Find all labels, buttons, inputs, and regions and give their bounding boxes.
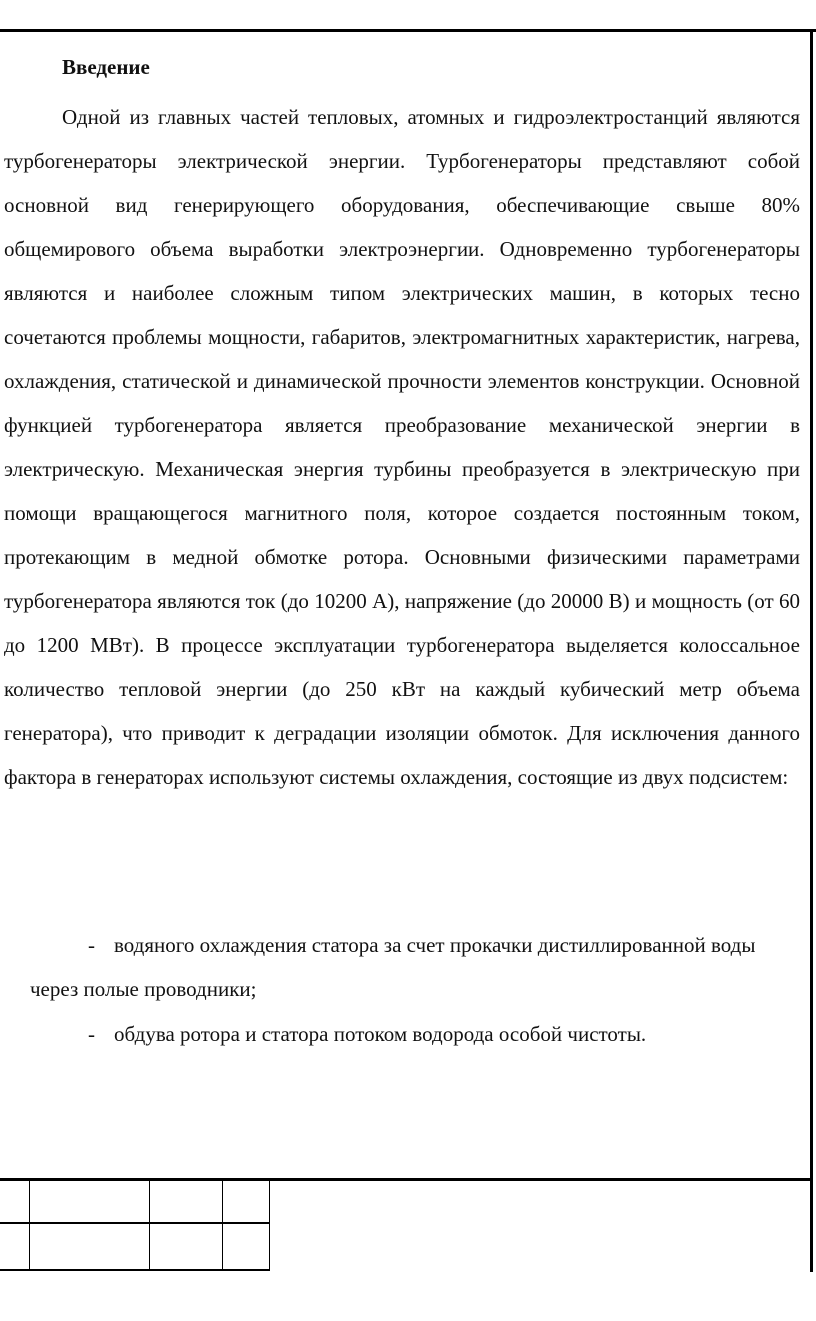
list-item-text: водяного охлаждения статора за счет прокачки дистиллированной воды через полые проводники;: [30, 933, 756, 1001]
page-frame-top-border: [0, 29, 816, 32]
title-block-stamp: [0, 1181, 272, 1273]
stamp-bottom-border: [0, 1269, 270, 1271]
stamp-column-divider: [29, 1181, 30, 1271]
stamp-column-divider: [149, 1181, 150, 1271]
list-marker: -: [88, 1022, 95, 1046]
body-paragraph: Одной из главных частей тепловых, атомных и гидроэлектростанций являются турбогенераторы электрической энергии. Турбогенераторы представляют собой основной вид генерирующего оборудования, обеспечивающие свыше 80% общемирового объема выработки электроэнергии. Одновременно турбогенераторы являются и наиболее сложным типом электрических машин, в которых тесно сочетаются проблемы мощности, габаритов, электромагнитных характеристик, нагрева, охлаждения, статической и динамической прочности элементов конструкции. Основной функцией турбогенератора является преобразование механической энергии в электрическую. Механическая энергия турбины преобразуется в электрическую при помощи вращающегося магнитного поля, которое создается постоянным током, протекающим в медной обмотке ротора. Основными физическими параметрами турбогенератора являются ток (до 10200 А), напряжение (до 20000 В) и мощность (от 60 до 1200 МВт). В процессе эксплуатации турбогенератора выделяется колоссальное количество тепловой энергии (до 250 кВт на каждый кубический метр объема генератора), что приводит к деградации изоляции обмоток. Для исключения данного фактора в генераторах используют системы охлаждения, состоящие из двух подсистем:: [4, 105, 800, 789]
stamp-row-divider: [0, 1222, 270, 1224]
stamp-column-divider: [222, 1181, 223, 1271]
list-item-text: обдува ротора и статора потоком водорода особой чистоты.: [114, 1022, 647, 1046]
page-frame-right-border: [810, 29, 813, 1272]
list-item: [30, 923, 802, 1011]
list-marker: -: [88, 933, 95, 957]
stamp-column-divider: [269, 1181, 270, 1271]
section-title: Введение: [62, 55, 150, 79]
list-item: [30, 1012, 802, 1056]
